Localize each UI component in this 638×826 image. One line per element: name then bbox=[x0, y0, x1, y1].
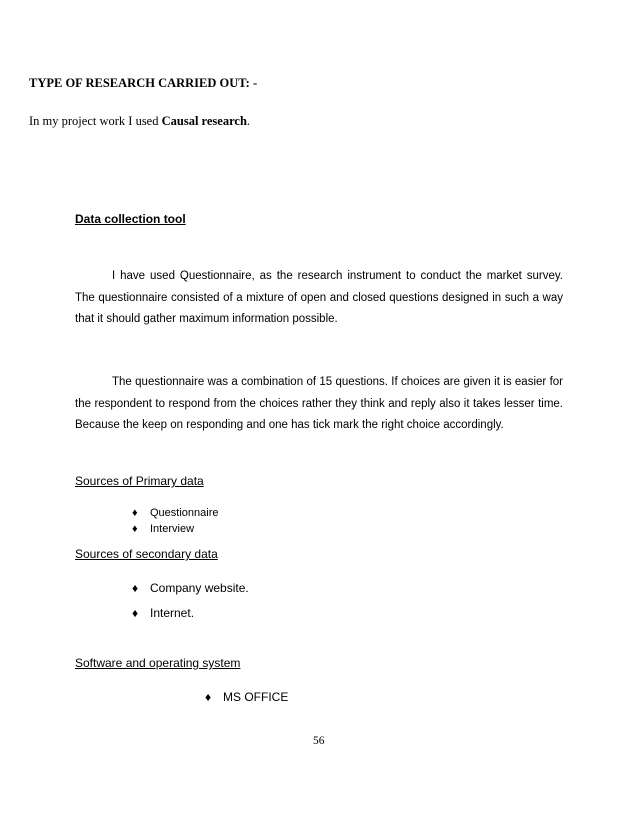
diamond-bullet-icon: ♦ bbox=[132, 507, 138, 519]
primary-sources-title: Sources of Primary data bbox=[75, 474, 204, 488]
software-title: Software and operating system bbox=[75, 656, 241, 670]
list-item-label: Questionnaire bbox=[150, 507, 219, 519]
secondary-sources-list bbox=[132, 576, 249, 626]
list-item bbox=[205, 685, 288, 710]
intro-suffix: . bbox=[246, 114, 251, 128]
list-item-label: Interview bbox=[150, 523, 195, 535]
data-collection-title: Data collection tool bbox=[75, 212, 186, 226]
secondary-sources-title: Sources of secondary data bbox=[75, 547, 218, 561]
diamond-bullet-icon: ♦ bbox=[205, 690, 212, 704]
primary-sources-list bbox=[132, 505, 219, 537]
diamond-bullet-icon: ♦ bbox=[132, 581, 139, 595]
list-item-label: Internet. bbox=[150, 606, 195, 620]
data-collection-paragraph-2: The questionnaire was a combination of 15 questions. If choices are given it is easier for the respondent to respond from the choices rather they think and reply also it takes lesser time. Because the keep on responding and one has tick mark the right choice accordingly. bbox=[75, 376, 563, 431]
list-item bbox=[132, 601, 249, 626]
page-number: 56 bbox=[313, 735, 325, 747]
intro-bold-term: Causal research bbox=[161, 114, 247, 128]
list-item bbox=[132, 505, 219, 521]
research-type-intro bbox=[29, 114, 250, 129]
software-list bbox=[205, 685, 288, 710]
diamond-bullet-icon: ♦ bbox=[132, 523, 138, 535]
list-item bbox=[132, 521, 219, 537]
intro-prefix: In my project work I used bbox=[29, 114, 162, 128]
list-item-label: MS OFFICE bbox=[223, 690, 289, 704]
list-item-label: Company website. bbox=[150, 581, 249, 595]
research-type-heading: TYPE OF RESEARCH CARRIED OUT: - bbox=[29, 76, 258, 90]
diamond-bullet-icon: ♦ bbox=[132, 606, 139, 620]
list-item bbox=[132, 576, 249, 601]
data-collection-paragraph-1: I have used Questionnaire, as the research instrument to conduct the market survey. The questionnaire consisted of a mixture of open and closed questions designed in such a way that it should gather maximum information possible. bbox=[75, 270, 563, 325]
